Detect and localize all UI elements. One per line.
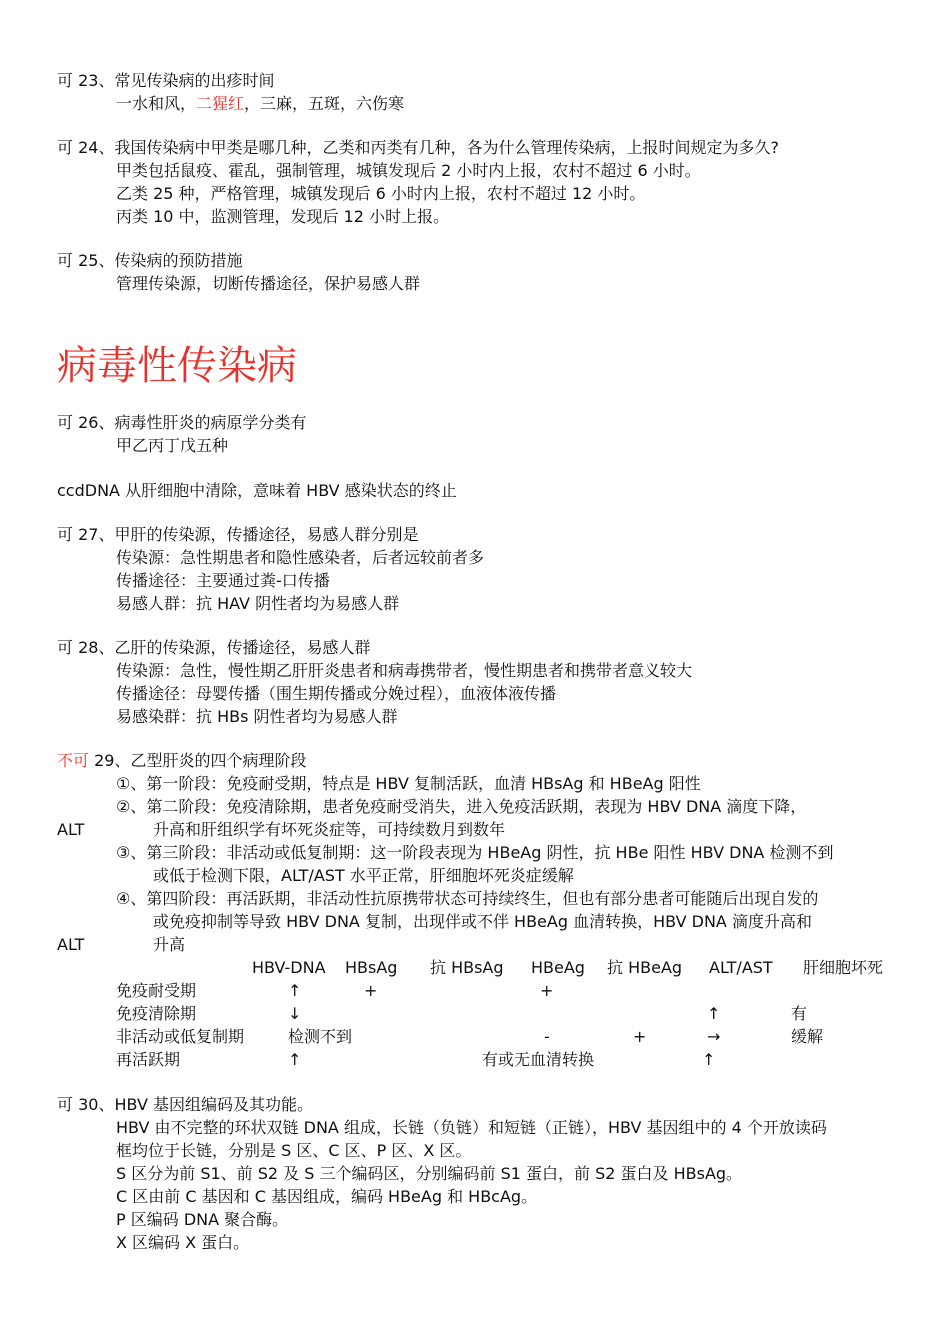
table-header-anti-hbeag: 抗 HBeAg (607, 958, 683, 977)
table-header-hbeag: HBeAg (531, 958, 585, 977)
q29-stage-1: ①、第一阶段：免疫耐受期，特点是 HBV 复制活跃，血清 HBsAg 和 HBeAg 阳性 (116, 774, 701, 793)
table-row-3-alt: → (707, 1027, 721, 1046)
table-row-2-necrosis: 有 (791, 1004, 808, 1023)
q29-title-text: 29、乙型肝炎的四个病理阶段 (89, 751, 307, 770)
table-row-4-alt: ↑ (702, 1050, 716, 1069)
q29-prefix: 不可 (57, 751, 90, 770)
table-header-alt-ast: ALT/AST (709, 958, 773, 977)
table-header-hbvdna: HBV-DNA (252, 958, 326, 977)
table-header-necrosis: 肝细胞坏死 (803, 958, 884, 977)
q29-stage-3: ③、第三阶段：非活动或低复制期：这一阶段表现为 HBeAg 阴性，抗 HBe 阳性 HBV DNA 检测不到 (116, 843, 834, 862)
table-row-4-label: 再活跃期 (116, 1050, 181, 1069)
q23-title: 可 23、常见传染病的出疹时间 (57, 71, 275, 90)
q29-stage-2: ②、第二阶段：免疫清除期，患者免疫耐受消失，进入免疫活跃期，表现为 HBV DNA 滴度下降， (116, 797, 807, 816)
q24-line-1: 甲类包括鼠疫、霍乱，强制管理，城镇发现后 2 小时内上报，农村不超过 6 小时。 (116, 161, 701, 180)
q27-title: 可 27、甲肝的传染源，传播途径，易感人群分别是 (57, 525, 419, 544)
q30-line-3: S 区分为前 S1、前 S2 及 S 三个编码区，分别编码前 S1 蛋白，前 S2 蛋白及 HBsAg。 (116, 1164, 743, 1183)
q30-line-2: 框均位于长链，分别是 S 区、C 区、P 区、X 区。 (116, 1141, 472, 1160)
table-row-1-hbvdna: ↑ (288, 981, 302, 1000)
q29-alt-1: ALT (57, 820, 85, 839)
q23-answer-post: ，三麻，五斑，六伤寒 (244, 94, 405, 113)
q23-answer-highlight: 二猩红 (196, 94, 245, 113)
table-row-3-necrosis: 缓解 (791, 1027, 824, 1046)
q23-answer (116, 93, 404, 115)
q30-line-5: P 区编码 DNA 聚合酶。 (116, 1210, 289, 1229)
q27-line-1: 传染源：急性期患者和隐性感染者，后者远较前者多 (116, 548, 485, 567)
q29-stage-2-cont: 升高和肝组织学有坏死炎症等，可持续数月到数年 (153, 820, 506, 839)
q25-title: 可 25、传染病的预防措施 (57, 251, 243, 270)
q24-title: 可 24、我国传染病中甲类是哪几种，乙类和丙类有几种，各为什么管理传染病，上报时间规定为多久? (57, 138, 779, 157)
table-row-2-hbvdna: ↓ (288, 1004, 302, 1023)
table-row-3-label: 非活动或低复制期 (116, 1027, 245, 1046)
table-row-1-hbsag: + (364, 981, 378, 1000)
cccdna-note: ccdDNA 从肝细胞中清除，意味着 HBV 感染状态的终止 (57, 481, 457, 500)
table-row-4-seroconversion: 有或无血清转换 (482, 1050, 595, 1069)
table-header-hbsag: HBsAg (345, 958, 398, 977)
q29-stage-4-cont-2: 升高 (153, 935, 186, 954)
section-title: 病毒性传染病 (57, 343, 297, 389)
q24-line-2: 乙类 25 种，严格管理，城镇发现后 6 小时内上报，农村不超过 12 小时。 (116, 184, 646, 203)
table-row-4-hbvdna: ↑ (288, 1050, 302, 1069)
q25-answer: 管理传染源，切断传播途径，保护易感人群 (116, 274, 421, 293)
q27-line-2: 传播途径：主要通过粪-口传播 (116, 571, 330, 590)
q29-title (57, 750, 306, 772)
q29-stage-4-cont: 或免疫抑制等导致 HBV DNA 复制，出现伴或不伴 HBeAg 血清转换，HBV DNA 滴度升高和 (153, 912, 812, 931)
q23-answer-pre: 一水和风， (116, 94, 197, 113)
q29-stage-3-cont: 或低于检测下限，ALT/AST 水平正常，肝细胞坏死炎症缓解 (153, 866, 574, 885)
q28-title: 可 28、乙肝的传染源，传播途径，易感人群 (57, 638, 371, 657)
table-row-1-label: 免疫耐受期 (116, 981, 197, 1000)
q28-line-2: 传播途径：母婴传播（围生期传播或分娩过程），血液体液传播 (116, 684, 557, 703)
table-row-3-anti-hbeag: + (633, 1027, 647, 1046)
q29-stage-4: ④、第四阶段：再活跃期，非活动性抗原携带状态可持续终生，但也有部分患者可能随后出现自发的 (116, 889, 819, 908)
q30-line-4: C 区由前 C 基因和 C 基因组成，编码 HBeAg 和 HBcAg。 (116, 1187, 538, 1206)
table-row-2-alt: ↑ (707, 1004, 721, 1023)
table-header-anti-hbsag: 抗 HBsAg (430, 958, 504, 977)
table-row-3-hbeag: - (544, 1027, 550, 1046)
q24-line-3: 丙类 10 中，监测管理，发现后 12 小时上报。 (116, 207, 450, 226)
table-row-2-label: 免疫清除期 (116, 1004, 197, 1023)
table-row-3-hbvdna: 检测不到 (288, 1027, 353, 1046)
q26-answer: 甲乙丙丁戊五种 (116, 436, 229, 455)
q30-line-1: HBV 由不完整的环状双链 DNA 组成，长链（负链）和短链（正链），HBV 基因组中的 4 个开放读码 (116, 1118, 827, 1137)
q26-title: 可 26、病毒性肝炎的病原学分类有 (57, 413, 307, 432)
q30-line-6: X 区编码 X 蛋白。 (116, 1233, 250, 1252)
q28-line-1: 传染源：急性，慢性期乙肝肝炎患者和病毒携带者，慢性期患者和携带者意义较大 (116, 661, 693, 680)
q30-title: 可 30、HBV 基因组编码及其功能。 (57, 1095, 313, 1114)
q27-line-3: 易感人群：抗 HAV 阴性者均为易感人群 (116, 594, 400, 613)
q29-alt-2: ALT (57, 935, 85, 954)
q28-line-3: 易感染群：抗 HBs 阴性者均为易感人群 (116, 707, 398, 726)
table-row-1-hbeag: + (540, 981, 554, 1000)
